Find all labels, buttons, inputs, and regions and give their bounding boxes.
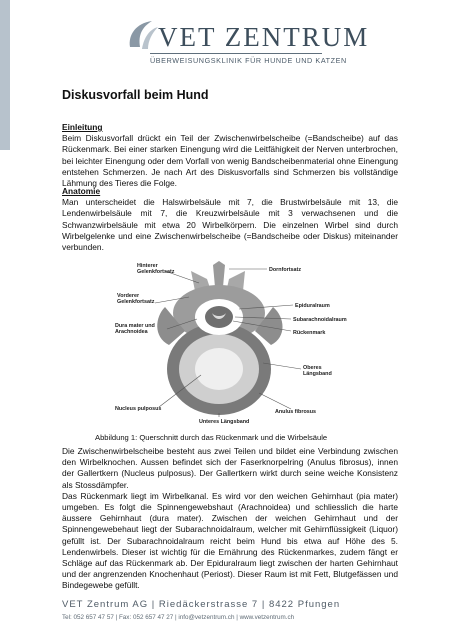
vertebra-illustration: [157, 261, 282, 415]
label-rueckenmark: Rückenmark: [293, 330, 326, 336]
label-oberes-laengsband: Oberes: [303, 365, 322, 371]
section-introduction: [62, 122, 398, 189]
label-hinterer-gelenkfortsatz: Hinterer: [137, 263, 158, 269]
figure-caption: Abbildung 1: Querschnitt durch das Rückenmark und die Wirbelsäule: [95, 433, 328, 442]
section-anatomy-continued: [62, 446, 398, 592]
clinic-logo: [0, 0, 451, 75]
page-title: Diskusvorfall beim Hund: [62, 88, 209, 102]
spine-cross-section-figure: [95, 257, 355, 425]
label-anulus-fibrosus: Anulus fibrosus: [275, 409, 317, 415]
section-paragraph: Beim Diskusvorfall drückt ein Teil der Zwischenwirbelscheibe (=Bandscheibe) auf das Rückenmark. Bei einer starken Einengung wird die Leitfähigkeit der Nerven unterbrochen, bei leichter Einengung oder dem Vorfall von wenig Bandscheibenmaterial ohne Einengung entstehen Schmerzen. Je nach Art des Diskusvorfalls sind Schmerzen bis vollständige Lähmung des Tieres die Folge.: [62, 133, 398, 189]
section-heading: Anatomie: [62, 186, 101, 196]
label-vorderer-gelenkfortsatz-line2: Gelenkfortsatz: [117, 299, 155, 305]
footer-contact: Tel: 052 657 47 57 | Fax: 052 657 47 27 | info@vetzentrum.ch | www.vetzentrum.ch: [62, 614, 295, 621]
section-anatomy: [62, 186, 398, 253]
label-subarachnoidalraum: Subarachnoidalraum: [293, 317, 347, 323]
section-heading: Einleitung: [62, 122, 103, 132]
logo-subtitle: ÜBERWEISUNGSKLINIK FÜR HUNDE UND KATZEN: [150, 56, 347, 65]
label-hinterer-gelenkfortsatz-line2: Gelenkfortsatz: [137, 269, 175, 275]
logo-title: VET ZENTRUM: [158, 22, 370, 52]
label-dura-mater: Dura mater und: [115, 323, 155, 329]
logo-swirl-icon: [126, 17, 160, 53]
footer-address: VET Zentrum AG | Riedäckerstrasse 7 | 8422 Pfungen: [62, 599, 341, 610]
label-unteres-laengsband: Unteres Längsband: [199, 419, 250, 425]
label-dura-mater-line2: Arachnoidea: [115, 329, 148, 335]
label-vorderer-gelenkfortsatz: Vorderer: [117, 293, 140, 299]
label-oberes-laengsband-line2: Längsband: [303, 371, 332, 377]
paragraph-rueckenmark: Das Rückenmark liegt im Wirbelkanal. Es wird vor den weichen Gehirnhaut (pia mater) umgeben. Es folgt die Spinnengewebshaut (Arachnoidea) und schliesslich die harte äussere Gehirnhaut (dura mater). Zwischen der weichen Gehirnhaut und der Spinnengewebehaut liegt der Subarachnoidalraum, welcher mit Gehirnflüssigkeit (Liquor) gefüllt ist. Der Subarachnoidalraum reicht beim Hund bis etwa auf Höhe des 5. Lendenwirbels. Dieser ist wichtig für die Ernährung des Rückenmarkes, zudem fängt er Schläge auf das Rückenmark ab. Der Epiduralraum liegt zwischen der harten Gehirnhaut und der angrenzenden Knochenhaut (Periost). Dieser Raum ist mit Fett, Blutgefässen und Bindegewebe gefüllt.: [62, 490, 398, 591]
logo-divider: [150, 53, 322, 54]
label-dornfortsatz: Dornfortsatz: [269, 267, 302, 273]
section-paragraph: Man unterscheidet die Halswirbelsäule mit 7, die Brustwirbelsäule mit 13, die Lendenwirbelsäule mit 7, die Kreuzwirbelsäule mit 3 verwachsenen und die Schwanzwirbelsäule mit etwa 20 Wirbelkörpern. Die einzelnen Wirbel sind durch Wirbelgelenke und eine Zwischenwirbelscheibe (=Bandscheibe oder Diskus) miteinander verbunden.: [62, 197, 398, 253]
label-epiduralraum: Epiduralraum: [295, 303, 330, 309]
label-nucleus-pulposus: Nucleus pulposus: [115, 406, 162, 412]
page-footer: [62, 599, 442, 621]
paragraph-bandscheibe: Die Zwischenwirbelscheibe besteht aus zwei Teilen und bildet eine Verbindung zwischen den Wirbelknochen. Aussen befindet sich der Faserknorpelring (Anulus fibrosus), innen der Gallertkern (Nucleus pulposus). Der Gallertkern wirkt durch seine weiche Konsistenz als Stossdämpfer.: [62, 446, 398, 490]
